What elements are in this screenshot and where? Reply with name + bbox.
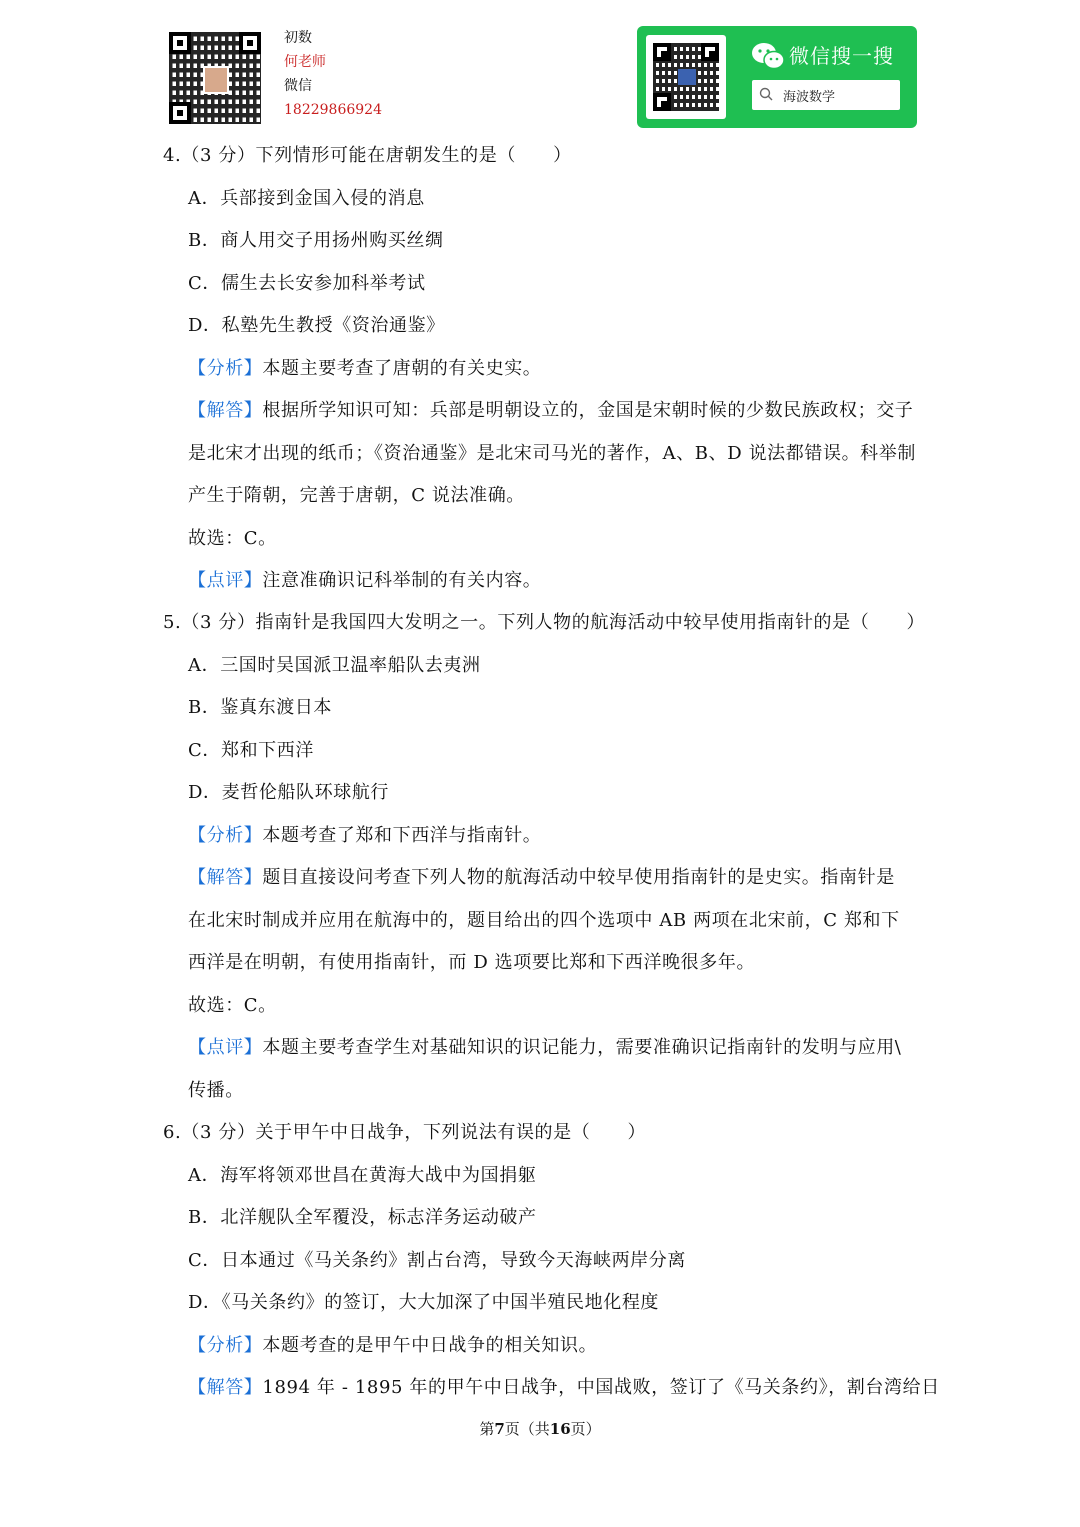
answer-tag: 【解答】 bbox=[188, 867, 263, 888]
page-total: 16 bbox=[549, 1420, 571, 1438]
answer-tag: 【解答】 bbox=[188, 1377, 263, 1398]
analysis-tag: 【分析】 bbox=[188, 358, 263, 379]
analysis bbox=[188, 354, 541, 380]
review-tag: 【点评】 bbox=[188, 1037, 263, 1058]
answer bbox=[188, 1373, 940, 1399]
answer-tag: 【解答】 bbox=[188, 400, 263, 421]
analysis-text: 本题考查了郑和下西洋与指南针。 bbox=[262, 825, 542, 846]
contact-info bbox=[284, 26, 382, 122]
answer-text: 在北宋时制成并应用在航海中的，题目给出的四个选项中 AB 两项在北宋前，C 郑和下 bbox=[188, 910, 900, 931]
final-choice: 故选：C。 bbox=[188, 528, 277, 549]
option-a: A．兵部接到金国入侵的消息 bbox=[188, 188, 425, 209]
answer-text: 是北宋才出现的纸币；《资治通鉴》是北宋司马光的著作，A、B、D 说法都错误。科举制 bbox=[188, 443, 916, 464]
review bbox=[188, 1033, 901, 1059]
option-d: D．麦哲伦船队环球航行 bbox=[188, 782, 390, 803]
analysis bbox=[188, 821, 541, 847]
review-tag: 【点评】 bbox=[188, 570, 263, 591]
option-a: A．海军将领邓世昌在黄海大战中为国捐躯 bbox=[188, 1165, 537, 1186]
question-stem: 6.（3 分）关于甲午中日战争，下列说法有误的是（ ） bbox=[163, 1122, 647, 1143]
answer-text: 根据所学知识可知：兵部是明朝设立的，金国是宋朝时候的少数民族政权；交子 bbox=[262, 400, 914, 421]
answer-text: 产生于隋朝，完善于唐朝，C 说法准确。 bbox=[188, 485, 525, 506]
question-stem: 4.（3 分）下列情形可能在唐朝发生的是（ ） bbox=[163, 145, 572, 166]
wechat-search-banner bbox=[637, 26, 917, 128]
review-text: 本题主要考查学生对基础知识的识记能力，需要准确识记指南针的发明与应用\ bbox=[262, 1037, 902, 1058]
wechat-logo-icon bbox=[751, 42, 785, 70]
page-number: 7 bbox=[494, 1420, 505, 1438]
analysis bbox=[188, 1331, 597, 1357]
page-footer: 第7页（共16页） bbox=[479, 1420, 601, 1438]
option-c: C．儒生去长安参加科举考试 bbox=[188, 273, 426, 294]
analysis-text: 本题主要考查了唐朝的有关史实。 bbox=[262, 358, 542, 379]
option-b: B．鉴真东渡日本 bbox=[188, 697, 333, 718]
analysis-tag: 【分析】 bbox=[188, 1335, 263, 1356]
option-c: C．郑和下西洋 bbox=[188, 740, 314, 761]
option-b: B．北洋舰队全军覆没，标志洋务运动破产 bbox=[188, 1207, 537, 1228]
option-d: D．私塾先生教授《资治通鉴》 bbox=[188, 315, 445, 336]
wechat-qr-code bbox=[646, 35, 726, 119]
option-d: D．《马关条约》的签订，大大加深了中国半殖民地化程度 bbox=[188, 1292, 660, 1313]
contact-phone: 18229866924 bbox=[284, 102, 382, 118]
option-b: B．商人用交子用扬州购买丝绸 bbox=[188, 230, 444, 251]
wechat-search-query: 海波数学 bbox=[783, 90, 836, 105]
option-a: A．三国时吴国派卫温率船队去夷洲 bbox=[188, 655, 481, 676]
analysis-tag: 【分析】 bbox=[188, 825, 263, 846]
answer-text: 题目直接设问考查下列人物的航海活动中较早使用指南针的是史实。指南针是 bbox=[262, 867, 895, 888]
contact-line-grade: 初数 bbox=[284, 30, 312, 46]
contact-wechat-label: 微信 bbox=[284, 78, 312, 94]
answer-text: 1894 年 - 1895 年的甲午中日战争，中国战败，签订了《马关条约》，割台湾给日 bbox=[262, 1377, 940, 1398]
review bbox=[188, 566, 541, 592]
review-text: 传播。 bbox=[188, 1080, 244, 1101]
question-stem: 5.（3 分）指南针是我国四大发明之一。下列人物的航海活动中较早使用指南针的是（ ） bbox=[163, 612, 926, 633]
answer bbox=[188, 863, 895, 889]
option-c: C．日本通过《马关条约》割占台湾，导致今天海峡两岸分离 bbox=[188, 1250, 686, 1271]
review-text: 注意准确识记科举制的有关内容。 bbox=[262, 570, 542, 591]
answer-text: 西洋是在明朝，有使用指南针，而 D 选项要比郑和下西洋晚很多年。 bbox=[188, 952, 756, 973]
contact-teacher: 何老师 bbox=[284, 54, 326, 70]
wechat-search-title: 微信搜一搜 bbox=[789, 44, 894, 68]
wechat-search-box[interactable] bbox=[752, 80, 900, 110]
analysis-text: 本题考查的是甲午中日战争的相关知识。 bbox=[262, 1335, 598, 1356]
answer bbox=[188, 396, 913, 422]
final-choice: 故选：C。 bbox=[188, 995, 277, 1016]
avatar bbox=[203, 66, 229, 94]
search-icon bbox=[759, 87, 773, 101]
